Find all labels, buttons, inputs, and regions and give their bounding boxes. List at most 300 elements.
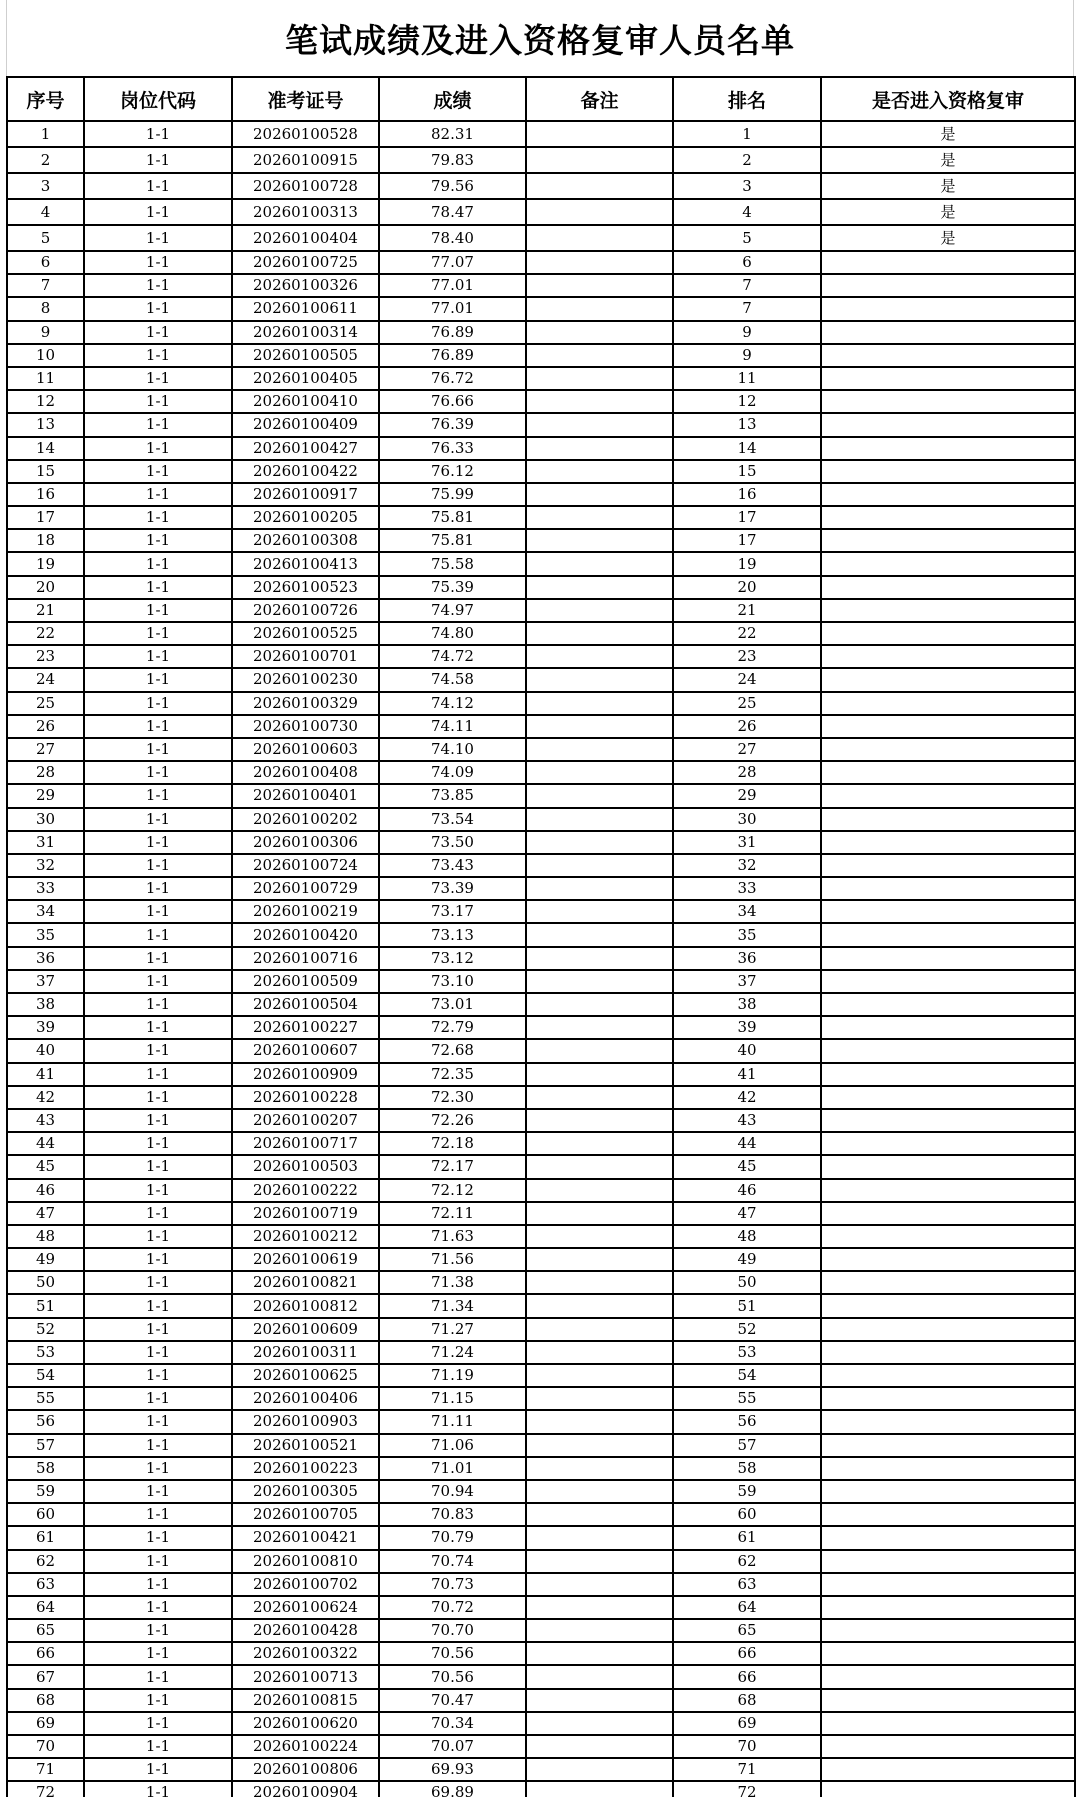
score-cell: 74.97 — [379, 599, 526, 622]
remarks-cell — [526, 1596, 673, 1619]
index-cell: 4 — [7, 199, 84, 225]
table-row — [7, 1735, 1075, 1758]
score-cell: 75.39 — [379, 576, 526, 599]
column-header-score: 成绩 — [379, 77, 526, 121]
rank-cell: 38 — [673, 993, 821, 1016]
remarks-cell — [526, 1248, 673, 1271]
review-cell — [821, 1039, 1075, 1062]
score-cell: 74.11 — [379, 715, 526, 738]
index-cell: 68 — [7, 1689, 84, 1712]
rank-cell: 68 — [673, 1689, 821, 1712]
score-cell: 74.58 — [379, 668, 526, 691]
ticket-number-cell: 20260100603 — [232, 738, 379, 761]
index-cell: 46 — [7, 1179, 84, 1202]
remarks-cell — [526, 1689, 673, 1712]
column-header-rank: 排名 — [673, 77, 821, 121]
index-cell: 37 — [7, 970, 84, 993]
remarks-cell — [526, 1410, 673, 1433]
rank-cell: 26 — [673, 715, 821, 738]
rank-cell: 64 — [673, 1596, 821, 1619]
table-row — [7, 251, 1075, 274]
table-row — [7, 1294, 1075, 1317]
table-row — [7, 599, 1075, 622]
table-row — [7, 923, 1075, 946]
index-cell: 48 — [7, 1225, 84, 1248]
ticket-number-cell: 20260100222 — [232, 1179, 379, 1202]
ticket-number-cell: 20260100504 — [232, 993, 379, 1016]
index-cell: 32 — [7, 854, 84, 877]
ticket-number-cell: 20260100915 — [232, 147, 379, 173]
remarks-cell — [526, 900, 673, 923]
score-cell: 73.01 — [379, 993, 526, 1016]
ticket-number-cell: 20260100620 — [232, 1712, 379, 1735]
ticket-number-cell: 20260100728 — [232, 173, 379, 199]
ticket-number-cell: 20260100212 — [232, 1225, 379, 1248]
ticket-number-cell: 20260100523 — [232, 576, 379, 599]
position-code-cell: 1-1 — [84, 390, 232, 413]
score-cell: 72.30 — [379, 1086, 526, 1109]
index-cell: 71 — [7, 1758, 84, 1781]
table-row — [7, 506, 1075, 529]
remarks-cell — [526, 1480, 673, 1503]
ticket-number-cell: 20260100313 — [232, 199, 379, 225]
index-cell: 22 — [7, 622, 84, 645]
ticket-number-cell: 20260100420 — [232, 923, 379, 946]
review-cell — [821, 668, 1075, 691]
position-code-cell: 1-1 — [84, 1132, 232, 1155]
ticket-number-cell: 20260100408 — [232, 761, 379, 784]
score-cell: 72.18 — [379, 1132, 526, 1155]
review-cell — [821, 576, 1075, 599]
remarks-cell — [526, 1341, 673, 1364]
index-cell: 8 — [7, 297, 84, 320]
score-cell: 77.01 — [379, 297, 526, 320]
score-cell: 73.12 — [379, 947, 526, 970]
ticket-number-cell: 20260100724 — [232, 854, 379, 877]
index-cell: 16 — [7, 483, 84, 506]
review-cell — [821, 1155, 1075, 1178]
review-cell — [821, 321, 1075, 344]
ticket-number-cell: 20260100806 — [232, 1758, 379, 1781]
remarks-cell — [526, 761, 673, 784]
score-cell: 73.85 — [379, 784, 526, 807]
index-cell: 54 — [7, 1364, 84, 1387]
position-code-cell: 1-1 — [84, 668, 232, 691]
review-cell — [821, 1573, 1075, 1596]
ticket-number-cell: 20260100224 — [232, 1735, 379, 1758]
review-cell — [821, 1387, 1075, 1410]
table-row — [7, 877, 1075, 900]
review-cell — [821, 808, 1075, 831]
remarks-cell — [526, 1039, 673, 1062]
rank-cell: 20 — [673, 576, 821, 599]
index-cell: 38 — [7, 993, 84, 1016]
rank-cell: 47 — [673, 1202, 821, 1225]
rank-cell: 49 — [673, 1248, 821, 1271]
ticket-number-cell: 20260100717 — [232, 1132, 379, 1155]
score-cell: 72.17 — [379, 1155, 526, 1178]
remarks-cell — [526, 1712, 673, 1735]
remarks-cell — [526, 1387, 673, 1410]
position-code-cell: 1-1 — [84, 645, 232, 668]
index-cell: 44 — [7, 1132, 84, 1155]
remarks-cell — [526, 225, 673, 251]
ticket-number-cell: 20260100401 — [232, 784, 379, 807]
index-cell: 28 — [7, 761, 84, 784]
ticket-number-cell: 20260100219 — [232, 900, 379, 923]
table-row — [7, 1132, 1075, 1155]
rank-cell: 61 — [673, 1526, 821, 1549]
table-row — [7, 1248, 1075, 1271]
position-code-cell: 1-1 — [84, 147, 232, 173]
score-cell: 76.89 — [379, 344, 526, 367]
remarks-cell — [526, 344, 673, 367]
ticket-number-cell: 20260100329 — [232, 692, 379, 715]
remarks-cell — [526, 1364, 673, 1387]
remarks-cell — [526, 599, 673, 622]
rank-cell: 7 — [673, 274, 821, 297]
score-cell: 70.79 — [379, 1526, 526, 1549]
position-code-cell: 1-1 — [84, 1039, 232, 1062]
index-cell: 57 — [7, 1434, 84, 1457]
rank-cell: 15 — [673, 460, 821, 483]
ticket-number-cell: 20260100611 — [232, 297, 379, 320]
table-row — [7, 1387, 1075, 1410]
remarks-cell — [526, 1063, 673, 1086]
index-cell: 39 — [7, 1016, 84, 1039]
remarks-cell — [526, 1526, 673, 1549]
position-code-cell: 1-1 — [84, 1294, 232, 1317]
remarks-cell — [526, 1573, 673, 1596]
table-row — [7, 1596, 1075, 1619]
table-row — [7, 147, 1075, 173]
position-code-cell: 1-1 — [84, 622, 232, 645]
table-row — [7, 1689, 1075, 1712]
rank-cell: 17 — [673, 529, 821, 552]
rank-cell: 21 — [673, 599, 821, 622]
index-cell: 30 — [7, 808, 84, 831]
ticket-number-cell: 20260100521 — [232, 1434, 379, 1457]
index-cell: 55 — [7, 1387, 84, 1410]
title-bar — [6, 0, 1074, 76]
ticket-number-cell: 20260100701 — [232, 645, 379, 668]
ticket-number-cell: 20260100428 — [232, 1619, 379, 1642]
remarks-cell — [526, 877, 673, 900]
position-code-cell: 1-1 — [84, 225, 232, 251]
remarks-cell — [526, 321, 673, 344]
ticket-number-cell: 20260100410 — [232, 390, 379, 413]
table-row — [7, 1271, 1075, 1294]
header-row — [7, 77, 1075, 121]
review-cell — [821, 1526, 1075, 1549]
index-cell: 29 — [7, 784, 84, 807]
index-cell: 53 — [7, 1341, 84, 1364]
index-cell: 45 — [7, 1155, 84, 1178]
table-row — [7, 993, 1075, 1016]
remarks-cell — [526, 1086, 673, 1109]
score-cell: 75.58 — [379, 552, 526, 575]
ticket-number-cell: 20260100815 — [232, 1689, 379, 1712]
index-cell: 7 — [7, 274, 84, 297]
score-cell: 73.43 — [379, 854, 526, 877]
index-cell: 52 — [7, 1318, 84, 1341]
index-cell: 36 — [7, 947, 84, 970]
review-cell — [821, 1063, 1075, 1086]
remarks-cell — [526, 1271, 673, 1294]
remarks-cell — [526, 173, 673, 199]
remarks-cell — [526, 1665, 673, 1688]
column-header-remarks: 备注 — [526, 77, 673, 121]
ticket-number-cell: 20260100528 — [232, 121, 379, 147]
table-row — [7, 831, 1075, 854]
ticket-number-cell: 20260100228 — [232, 1086, 379, 1109]
table-row — [7, 1202, 1075, 1225]
position-code-cell: 1-1 — [84, 1480, 232, 1503]
score-cell: 76.12 — [379, 460, 526, 483]
rank-cell: 65 — [673, 1619, 821, 1642]
score-cell: 71.56 — [379, 1248, 526, 1271]
review-cell — [821, 1550, 1075, 1573]
remarks-cell — [526, 1225, 673, 1248]
ticket-number-cell: 20260100812 — [232, 1294, 379, 1317]
ticket-number-cell: 20260100427 — [232, 437, 379, 460]
position-code-cell: 1-1 — [84, 1410, 232, 1433]
score-cell: 75.81 — [379, 506, 526, 529]
position-code-cell: 1-1 — [84, 1665, 232, 1688]
rank-cell: 40 — [673, 1039, 821, 1062]
review-cell — [821, 761, 1075, 784]
position-code-cell: 1-1 — [84, 1526, 232, 1549]
remarks-cell — [526, 147, 673, 173]
rank-cell: 16 — [673, 483, 821, 506]
score-cell: 78.40 — [379, 225, 526, 251]
rank-cell: 41 — [673, 1063, 821, 1086]
score-cell: 74.10 — [379, 738, 526, 761]
score-cell: 70.56 — [379, 1665, 526, 1688]
review-cell — [821, 1480, 1075, 1503]
remarks-cell — [526, 970, 673, 993]
rank-cell: 12 — [673, 390, 821, 413]
position-code-cell: 1-1 — [84, 1248, 232, 1271]
remarks-cell — [526, 1781, 673, 1797]
position-code-cell: 1-1 — [84, 1758, 232, 1781]
table-row — [7, 1318, 1075, 1341]
index-cell: 42 — [7, 1086, 84, 1109]
remarks-cell — [526, 947, 673, 970]
remarks-cell — [526, 506, 673, 529]
position-code-cell: 1-1 — [84, 1619, 232, 1642]
score-cell: 70.94 — [379, 1480, 526, 1503]
rank-cell: 7 — [673, 297, 821, 320]
ticket-number-cell: 20260100705 — [232, 1503, 379, 1526]
table-row — [7, 1434, 1075, 1457]
position-code-cell: 1-1 — [84, 1503, 232, 1526]
rank-cell: 31 — [673, 831, 821, 854]
table-row — [7, 947, 1075, 970]
remarks-cell — [526, 1642, 673, 1665]
ticket-number-cell: 20260100619 — [232, 1248, 379, 1271]
remarks-cell — [526, 784, 673, 807]
rank-cell: 32 — [673, 854, 821, 877]
index-cell: 13 — [7, 413, 84, 436]
index-cell: 12 — [7, 390, 84, 413]
ticket-number-cell: 20260100625 — [232, 1364, 379, 1387]
score-cell: 73.50 — [379, 831, 526, 854]
rank-cell: 43 — [673, 1109, 821, 1132]
position-code-cell: 1-1 — [84, 831, 232, 854]
rank-cell: 5 — [673, 225, 821, 251]
rank-cell: 36 — [673, 947, 821, 970]
review-cell — [821, 1225, 1075, 1248]
rank-cell: 9 — [673, 344, 821, 367]
remarks-cell — [526, 668, 673, 691]
table-row — [7, 1619, 1075, 1642]
remarks-cell — [526, 1016, 673, 1039]
index-cell: 31 — [7, 831, 84, 854]
review-cell — [821, 831, 1075, 854]
rank-cell: 35 — [673, 923, 821, 946]
review-cell — [821, 599, 1075, 622]
review-cell — [821, 1364, 1075, 1387]
review-cell — [821, 947, 1075, 970]
remarks-cell — [526, 808, 673, 831]
position-code-cell: 1-1 — [84, 1086, 232, 1109]
column-header-position-code: 岗位代码 — [84, 77, 232, 121]
remarks-cell — [526, 1503, 673, 1526]
review-cell — [821, 1712, 1075, 1735]
position-code-cell: 1-1 — [84, 1735, 232, 1758]
index-cell: 20 — [7, 576, 84, 599]
review-cell — [821, 1619, 1075, 1642]
index-cell: 70 — [7, 1735, 84, 1758]
remarks-cell — [526, 993, 673, 1016]
remarks-cell — [526, 460, 673, 483]
score-cell: 72.12 — [379, 1179, 526, 1202]
score-cell: 79.83 — [379, 147, 526, 173]
rank-cell: 53 — [673, 1341, 821, 1364]
table-row — [7, 1063, 1075, 1086]
ticket-number-cell: 20260100810 — [232, 1550, 379, 1573]
remarks-cell — [526, 274, 673, 297]
remarks-cell — [526, 1434, 673, 1457]
review-cell — [821, 738, 1075, 761]
score-cell: 72.68 — [379, 1039, 526, 1062]
position-code-cell: 1-1 — [84, 1642, 232, 1665]
score-cell: 70.47 — [379, 1689, 526, 1712]
position-code-cell: 1-1 — [84, 1434, 232, 1457]
score-cell: 72.26 — [379, 1109, 526, 1132]
score-cell: 70.72 — [379, 1596, 526, 1619]
remarks-cell — [526, 1109, 673, 1132]
review-cell — [821, 460, 1075, 483]
review-cell — [821, 483, 1075, 506]
remarks-cell — [526, 738, 673, 761]
position-code-cell: 1-1 — [84, 1387, 232, 1410]
index-cell: 64 — [7, 1596, 84, 1619]
index-cell: 50 — [7, 1271, 84, 1294]
position-code-cell: 1-1 — [84, 1016, 232, 1039]
index-cell: 23 — [7, 645, 84, 668]
table-row — [7, 1039, 1075, 1062]
table-row — [7, 1550, 1075, 1573]
table-row — [7, 900, 1075, 923]
rank-cell: 63 — [673, 1573, 821, 1596]
position-code-cell: 1-1 — [84, 1457, 232, 1480]
review-cell — [821, 1086, 1075, 1109]
position-code-cell: 1-1 — [84, 121, 232, 147]
index-cell: 9 — [7, 321, 84, 344]
score-cell: 70.56 — [379, 1642, 526, 1665]
rank-cell: 2 — [673, 147, 821, 173]
table-row — [7, 1503, 1075, 1526]
review-cell — [821, 1781, 1075, 1797]
review-cell — [821, 274, 1075, 297]
score-cell: 72.79 — [379, 1016, 526, 1039]
position-code-cell: 1-1 — [84, 437, 232, 460]
position-code-cell: 1-1 — [84, 854, 232, 877]
remarks-cell — [526, 1294, 673, 1317]
position-code-cell: 1-1 — [84, 576, 232, 599]
ticket-number-cell: 20260100311 — [232, 1341, 379, 1364]
table-row — [7, 1573, 1075, 1596]
table-row — [7, 1086, 1075, 1109]
index-cell: 3 — [7, 173, 84, 199]
table-row — [7, 1642, 1075, 1665]
rank-cell: 30 — [673, 808, 821, 831]
remarks-cell — [526, 645, 673, 668]
table-row — [7, 1781, 1075, 1797]
position-code-cell: 1-1 — [84, 173, 232, 199]
position-code-cell: 1-1 — [84, 1689, 232, 1712]
ticket-number-cell: 20260100227 — [232, 1016, 379, 1039]
table-row — [7, 854, 1075, 877]
remarks-cell — [526, 1155, 673, 1178]
rank-cell: 51 — [673, 1294, 821, 1317]
position-code-cell: 1-1 — [84, 460, 232, 483]
rank-cell: 66 — [673, 1642, 821, 1665]
review-cell — [821, 1434, 1075, 1457]
position-code-cell: 1-1 — [84, 692, 232, 715]
review-cell — [821, 344, 1075, 367]
table-row — [7, 321, 1075, 344]
rank-cell: 9 — [673, 321, 821, 344]
score-cell: 76.66 — [379, 390, 526, 413]
review-cell — [821, 1294, 1075, 1317]
table-row — [7, 225, 1075, 251]
remarks-cell — [526, 1202, 673, 1225]
remarks-cell — [526, 390, 673, 413]
review-cell — [821, 622, 1075, 645]
index-cell: 26 — [7, 715, 84, 738]
position-code-cell: 1-1 — [84, 1781, 232, 1797]
rank-cell: 52 — [673, 1318, 821, 1341]
score-cell: 69.93 — [379, 1758, 526, 1781]
table-row — [7, 460, 1075, 483]
rank-cell: 72 — [673, 1781, 821, 1797]
index-cell: 63 — [7, 1573, 84, 1596]
score-cell: 74.09 — [379, 761, 526, 784]
table-row — [7, 367, 1075, 390]
review-cell — [821, 251, 1075, 274]
rank-cell: 17 — [673, 506, 821, 529]
position-code-cell: 1-1 — [84, 506, 232, 529]
position-code-cell: 1-1 — [84, 1596, 232, 1619]
score-cell: 73.39 — [379, 877, 526, 900]
ticket-number-cell: 20260100422 — [232, 460, 379, 483]
review-cell — [821, 1410, 1075, 1433]
review-cell — [821, 506, 1075, 529]
review-cell — [821, 1202, 1075, 1225]
